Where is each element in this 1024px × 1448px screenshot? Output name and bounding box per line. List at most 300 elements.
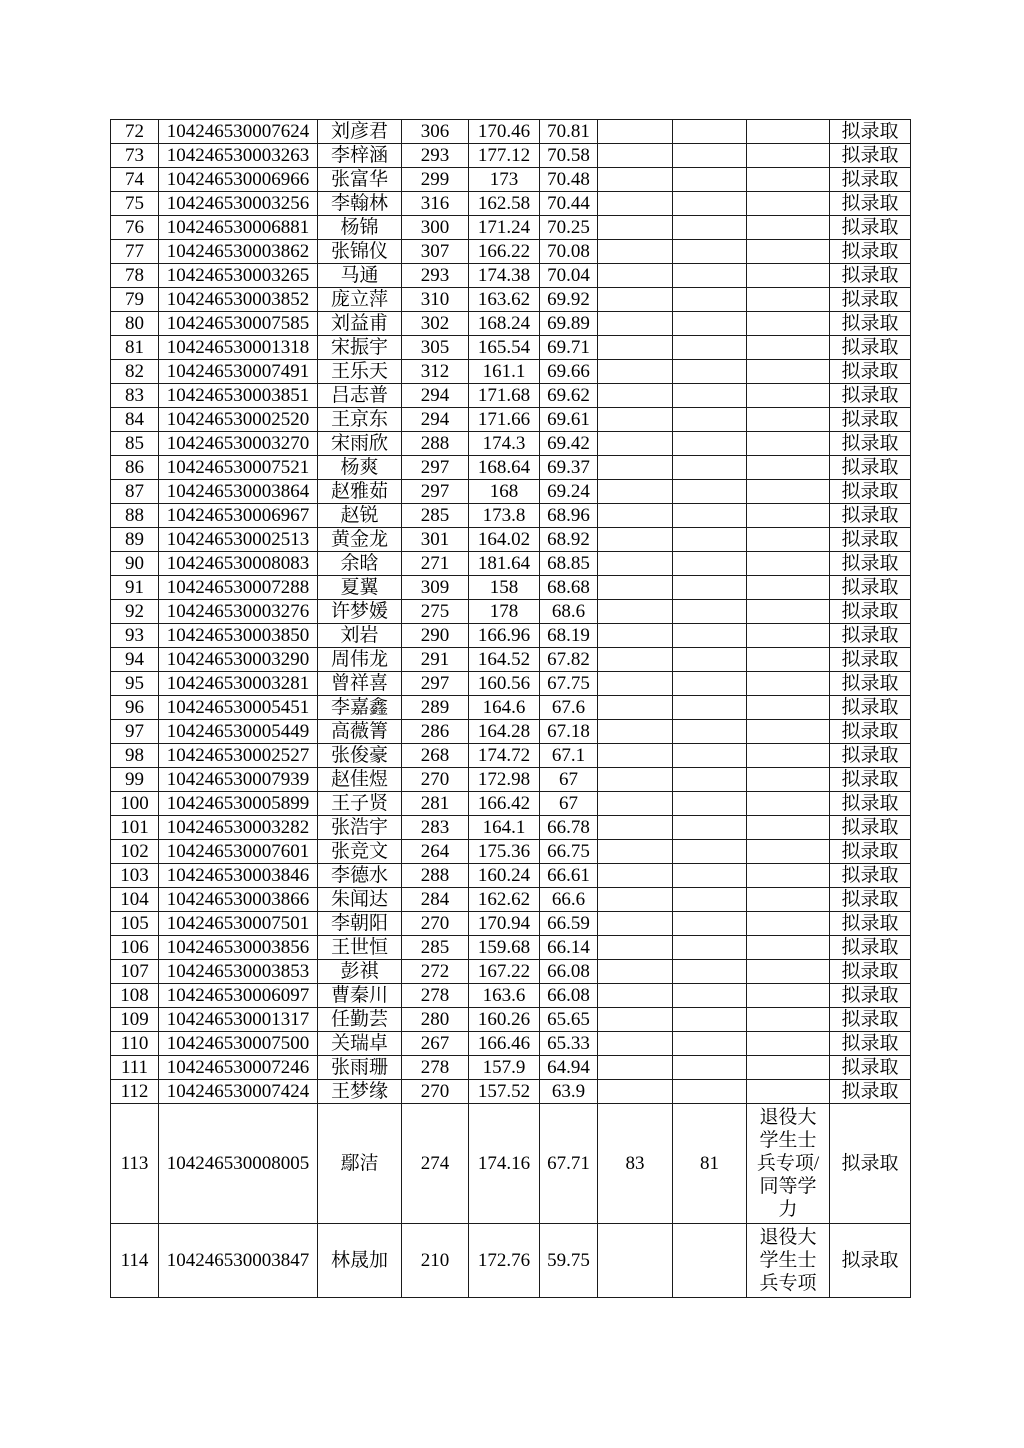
total-score-cell: 69.42 [540,432,598,456]
extra-score-1-cell [598,480,673,504]
remark-cell [747,264,830,288]
remark-cell [747,936,830,960]
retest-score-cell: 158 [469,576,540,600]
candidate-name-cell: 黄金龙 [318,528,402,552]
candidate-name-cell: 朱闻达 [318,888,402,912]
row-number-cell: 93 [111,624,159,648]
total-score-cell: 66.59 [540,912,598,936]
initial-score-cell: 305 [402,336,469,360]
row-number-cell: 74 [111,168,159,192]
retest-score-cell: 172.76 [469,1224,540,1298]
extra-score-2-cell [673,648,747,672]
initial-score-cell: 286 [402,720,469,744]
table-row [111,456,911,480]
retest-score-cell: 168.24 [469,312,540,336]
candidate-id-cell: 104246530005451 [159,696,318,720]
candidate-name-cell: 马通 [318,264,402,288]
table-row [111,216,911,240]
table-row [111,120,911,144]
candidate-id-cell: 104246530006967 [159,504,318,528]
row-number-cell: 105 [111,912,159,936]
total-score-cell: 69.61 [540,408,598,432]
candidate-id-cell: 104246530002527 [159,744,318,768]
candidate-name-cell: 张竞文 [318,840,402,864]
extra-score-1-cell [598,384,673,408]
status-cell: 拟录取 [830,744,911,768]
status-cell: 拟录取 [830,864,911,888]
status-cell: 拟录取 [830,768,911,792]
status-cell: 拟录取 [830,792,911,816]
initial-score-cell: 293 [402,264,469,288]
status-cell: 拟录取 [830,888,911,912]
row-number-cell: 81 [111,336,159,360]
extra-score-1-cell [598,888,673,912]
extra-score-2-cell [673,840,747,864]
row-number-cell: 112 [111,1080,159,1104]
candidate-id-cell: 104246530003263 [159,144,318,168]
table-row [111,1008,911,1032]
candidate-id-cell: 104246530006966 [159,168,318,192]
table-row [111,432,911,456]
extra-score-1-cell [598,360,673,384]
candidate-name-cell: 吕志普 [318,384,402,408]
remark-cell [747,360,830,384]
candidate-name-cell: 鄢洁 [318,1104,402,1224]
candidate-name-cell: 王乐天 [318,360,402,384]
initial-score-cell: 297 [402,672,469,696]
initial-score-cell: 285 [402,936,469,960]
total-score-cell: 67.75 [540,672,598,696]
total-score-cell: 66.75 [540,840,598,864]
extra-score-1-cell [598,216,673,240]
remark-cell [747,768,830,792]
initial-score-cell: 289 [402,696,469,720]
row-number-cell: 85 [111,432,159,456]
table-row [111,264,911,288]
retest-score-cell: 168.64 [469,456,540,480]
candidate-name-cell: 刘岩 [318,624,402,648]
candidate-name-cell: 赵佳煜 [318,768,402,792]
candidate-name-cell: 王世恒 [318,936,402,960]
extra-score-1-cell [598,336,673,360]
status-cell: 拟录取 [830,984,911,1008]
table-row [111,840,911,864]
extra-score-1-cell [598,792,673,816]
retest-score-cell: 171.68 [469,384,540,408]
extra-score-2-cell [673,1080,747,1104]
row-number-cell: 98 [111,744,159,768]
initial-score-cell: 293 [402,144,469,168]
extra-score-2-cell [673,912,747,936]
candidate-name-cell: 李德水 [318,864,402,888]
retest-score-cell: 167.22 [469,960,540,984]
candidate-id-cell: 104246530003276 [159,600,318,624]
status-cell: 拟录取 [830,1056,911,1080]
extra-score-2-cell [673,288,747,312]
extra-score-1-cell [598,1080,673,1104]
extra-score-2-cell [673,672,747,696]
row-number-cell: 95 [111,672,159,696]
remark-cell [747,672,830,696]
candidate-id-cell: 104246530003850 [159,624,318,648]
initial-score-cell: 270 [402,912,469,936]
row-number-cell: 111 [111,1056,159,1080]
extra-score-1-cell [598,288,673,312]
extra-score-2-cell [673,480,747,504]
extra-score-1-cell [598,432,673,456]
extra-score-1-cell [598,120,673,144]
total-score-cell: 69.62 [540,384,598,408]
total-score-cell: 65.65 [540,1008,598,1032]
retest-score-cell: 173.8 [469,504,540,528]
table-row [111,672,911,696]
table-row [111,816,911,840]
candidate-id-cell: 104246530003290 [159,648,318,672]
initial-score-cell: 210 [402,1224,469,1298]
candidate-name-cell: 赵雅茹 [318,480,402,504]
row-number-cell: 75 [111,192,159,216]
initial-score-cell: 291 [402,648,469,672]
row-number-cell: 99 [111,768,159,792]
status-cell: 拟录取 [830,360,911,384]
candidate-id-cell: 104246530006881 [159,216,318,240]
total-score-cell: 69.92 [540,288,598,312]
extra-score-2-cell [673,456,747,480]
total-score-cell: 67.1 [540,744,598,768]
status-cell: 拟录取 [830,528,911,552]
candidate-id-cell: 104246530007939 [159,768,318,792]
extra-score-2-cell [673,312,747,336]
total-score-cell: 67.82 [540,648,598,672]
status-cell: 拟录取 [830,840,911,864]
extra-score-2-cell [673,720,747,744]
row-number-cell: 89 [111,528,159,552]
remark-cell [747,888,830,912]
remark-cell [747,240,830,264]
status-cell: 拟录取 [830,432,911,456]
extra-score-1-cell [598,720,673,744]
status-cell: 拟录取 [830,504,911,528]
candidate-id-cell: 104246530007585 [159,312,318,336]
extra-score-1-cell [598,240,673,264]
retest-score-cell: 163.6 [469,984,540,1008]
candidate-id-cell: 104246530003847 [159,1224,318,1298]
results-table-body [111,120,911,1298]
total-score-cell: 66.08 [540,960,598,984]
extra-score-1-cell [598,408,673,432]
remark-cell: 退役大学生士兵专项 [747,1224,830,1298]
extra-score-2-cell [673,432,747,456]
initial-score-cell: 306 [402,120,469,144]
total-score-cell: 70.25 [540,216,598,240]
extra-score-2-cell [673,168,747,192]
initial-score-cell: 284 [402,888,469,912]
initial-score-cell: 283 [402,816,469,840]
extra-score-1-cell [598,264,673,288]
candidate-name-cell: 张雨珊 [318,1056,402,1080]
table-row [111,696,911,720]
candidate-id-cell: 104246530007624 [159,120,318,144]
total-score-cell: 66.61 [540,864,598,888]
initial-score-cell: 274 [402,1104,469,1224]
status-cell: 拟录取 [830,264,911,288]
remark-cell [747,864,830,888]
status-cell: 拟录取 [830,576,911,600]
row-number-cell: 88 [111,504,159,528]
candidate-name-cell: 王京东 [318,408,402,432]
row-number-cell: 79 [111,288,159,312]
row-number-cell: 109 [111,1008,159,1032]
remark-cell [747,192,830,216]
candidate-name-cell: 张锦仪 [318,240,402,264]
initial-score-cell: 270 [402,768,469,792]
remark-cell [747,1080,830,1104]
retest-score-cell: 160.26 [469,1008,540,1032]
status-cell: 拟录取 [830,696,911,720]
retest-score-cell: 165.54 [469,336,540,360]
row-number-cell: 87 [111,480,159,504]
candidate-name-cell: 王梦缘 [318,1080,402,1104]
table-row [111,1032,911,1056]
row-number-cell: 96 [111,696,159,720]
remark-cell [747,840,830,864]
row-number-cell: 110 [111,1032,159,1056]
total-score-cell: 69.37 [540,456,598,480]
extra-score-1-cell [598,1224,673,1298]
retest-score-cell: 177.12 [469,144,540,168]
retest-score-cell: 163.62 [469,288,540,312]
status-cell: 拟录取 [830,312,911,336]
extra-score-2-cell [673,936,747,960]
retest-score-cell: 166.22 [469,240,540,264]
table-row [111,1080,911,1104]
candidate-id-cell: 104246530007521 [159,456,318,480]
extra-score-2-cell [673,600,747,624]
initial-score-cell: 288 [402,432,469,456]
row-number-cell: 102 [111,840,159,864]
extra-score-2-cell [673,504,747,528]
candidate-name-cell: 林晟加 [318,1224,402,1298]
remark-cell [747,504,830,528]
status-cell: 拟录取 [830,336,911,360]
candidate-name-cell: 张富华 [318,168,402,192]
row-number-cell: 101 [111,816,159,840]
row-number-cell: 73 [111,144,159,168]
retest-score-cell: 166.42 [469,792,540,816]
table-row [111,1224,911,1298]
candidate-id-cell: 104246530003862 [159,240,318,264]
table-row [111,408,911,432]
total-score-cell: 65.33 [540,1032,598,1056]
extra-score-1-cell [598,864,673,888]
candidate-name-cell: 余晗 [318,552,402,576]
retest-score-cell: 160.24 [469,864,540,888]
candidate-id-cell: 104246530002513 [159,528,318,552]
candidate-id-cell: 104246530003256 [159,192,318,216]
total-score-cell: 59.75 [540,1224,598,1298]
initial-score-cell: 294 [402,408,469,432]
table-row [111,648,911,672]
status-cell: 拟录取 [830,144,911,168]
row-number-cell: 100 [111,792,159,816]
total-score-cell: 69.89 [540,312,598,336]
remark-cell [747,168,830,192]
initial-score-cell: 297 [402,456,469,480]
status-cell: 拟录取 [830,1080,911,1104]
remark-cell [747,408,830,432]
candidate-name-cell: 李翰林 [318,192,402,216]
retest-score-cell: 164.6 [469,696,540,720]
extra-score-1-cell [598,984,673,1008]
row-number-cell: 72 [111,120,159,144]
remark-cell: 退役大学生士兵专项/同等学力 [747,1104,830,1224]
retest-score-cell: 159.68 [469,936,540,960]
total-score-cell: 67 [540,768,598,792]
total-score-cell: 69.66 [540,360,598,384]
candidate-id-cell: 104246530007246 [159,1056,318,1080]
remark-cell [747,744,830,768]
table-row [111,768,911,792]
retest-score-cell: 170.46 [469,120,540,144]
candidate-id-cell: 104246530007500 [159,1032,318,1056]
table-row [111,168,911,192]
initial-score-cell: 309 [402,576,469,600]
remark-cell [747,912,830,936]
retest-score-cell: 166.96 [469,624,540,648]
candidate-name-cell: 杨爽 [318,456,402,480]
extra-score-1-cell [598,768,673,792]
extra-score-1-cell [598,912,673,936]
remark-cell [747,696,830,720]
remark-cell [747,1032,830,1056]
candidate-name-cell: 赵锐 [318,504,402,528]
table-row [111,936,911,960]
extra-score-1-cell [598,624,673,648]
table-row [111,504,911,528]
initial-score-cell: 310 [402,288,469,312]
extra-score-2-cell [673,888,747,912]
table-row [111,624,911,648]
extra-score-1-cell [598,744,673,768]
retest-score-cell: 175.36 [469,840,540,864]
candidate-id-cell: 104246530003853 [159,960,318,984]
row-number-cell: 113 [111,1104,159,1224]
initial-score-cell: 288 [402,864,469,888]
retest-score-cell: 166.46 [469,1032,540,1056]
retest-score-cell: 174.16 [469,1104,540,1224]
extra-score-2-cell [673,864,747,888]
retest-score-cell: 164.1 [469,816,540,840]
remark-cell [747,288,830,312]
retest-score-cell: 174.72 [469,744,540,768]
extra-score-2-cell [673,216,747,240]
status-cell: 拟录取 [830,1032,911,1056]
extra-score-2-cell [673,1056,747,1080]
total-score-cell: 63.9 [540,1080,598,1104]
extra-score-2-cell [673,624,747,648]
retest-score-cell: 164.28 [469,720,540,744]
table-row [111,312,911,336]
initial-score-cell: 275 [402,600,469,624]
table-row [111,984,911,1008]
table-row [111,384,911,408]
extra-score-2-cell [673,576,747,600]
status-cell: 拟录取 [830,936,911,960]
initial-score-cell: 307 [402,240,469,264]
candidate-name-cell: 杨锦 [318,216,402,240]
status-cell: 拟录取 [830,216,911,240]
extra-score-2-cell [673,792,747,816]
total-score-cell: 70.44 [540,192,598,216]
retest-score-cell: 160.56 [469,672,540,696]
row-number-cell: 77 [111,240,159,264]
row-number-cell: 84 [111,408,159,432]
extra-score-1-cell: 83 [598,1104,673,1224]
initial-score-cell: 271 [402,552,469,576]
candidate-name-cell: 王子贤 [318,792,402,816]
initial-score-cell: 285 [402,504,469,528]
candidate-id-cell: 104246530007491 [159,360,318,384]
remark-cell [747,144,830,168]
extra-score-1-cell [598,168,673,192]
candidate-name-cell: 周伟龙 [318,648,402,672]
candidate-name-cell: 刘益甫 [318,312,402,336]
retest-score-cell: 164.02 [469,528,540,552]
retest-score-cell: 173 [469,168,540,192]
remark-cell [747,984,830,1008]
status-cell: 拟录取 [830,912,911,936]
extra-score-1-cell [598,816,673,840]
remark-cell [747,816,830,840]
retest-score-cell: 181.64 [469,552,540,576]
extra-score-1-cell [598,960,673,984]
row-number-cell: 106 [111,936,159,960]
table-row [111,600,911,624]
status-cell: 拟录取 [830,192,911,216]
total-score-cell: 70.58 [540,144,598,168]
extra-score-1-cell [598,144,673,168]
status-cell: 拟录取 [830,552,911,576]
total-score-cell: 66.78 [540,816,598,840]
extra-score-1-cell [598,840,673,864]
extra-score-2-cell [673,240,747,264]
extra-score-2-cell [673,984,747,1008]
remark-cell [747,600,830,624]
retest-score-cell: 172.98 [469,768,540,792]
table-row [111,744,911,768]
retest-score-cell: 162.62 [469,888,540,912]
total-score-cell: 70.08 [540,240,598,264]
status-cell: 拟录取 [830,960,911,984]
candidate-id-cell: 104246530003265 [159,264,318,288]
extra-score-2-cell [673,744,747,768]
remark-cell [747,384,830,408]
retest-score-cell: 171.66 [469,408,540,432]
candidate-id-cell: 104246530006097 [159,984,318,1008]
initial-score-cell: 280 [402,1008,469,1032]
extra-score-1-cell [598,456,673,480]
initial-score-cell: 300 [402,216,469,240]
total-score-cell: 66.08 [540,984,598,1008]
table-row [111,336,911,360]
table-row [111,552,911,576]
retest-score-cell: 174.3 [469,432,540,456]
row-number-cell: 114 [111,1224,159,1298]
initial-score-cell: 267 [402,1032,469,1056]
extra-score-2-cell [673,336,747,360]
candidate-id-cell: 104246530003270 [159,432,318,456]
extra-score-2-cell [673,768,747,792]
